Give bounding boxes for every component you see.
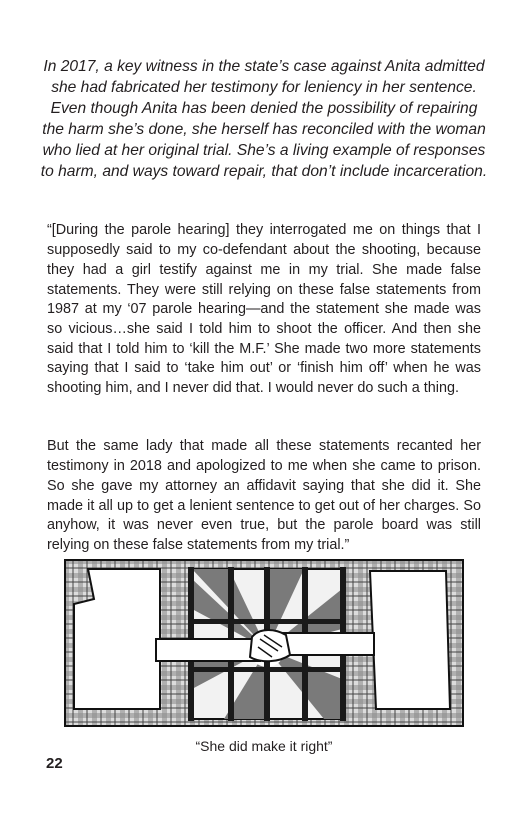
page-number: 22 <box>46 755 63 772</box>
right-person <box>370 571 450 709</box>
intro-paragraph: In 2017, a key witness in the state’s case against Anita admitted she had fabricated her testimony for leniency in her sentence. Even though Anita has been denied the possibility of repairing the harm she’s done, she herself has reconciled with the woman who lied at her original trial. She’s a living example of responses to harm, and ways toward repair, that don’t include incarceration. <box>40 57 488 180</box>
quote-paragraph-1: “[During the parole hearing] they interrogated me on things that I supposedly said to my co-defendant about the shooting, because they had a girl testify against me in my trial. She made false statements. They were still relying on these false statements from 1987 at my ‘07 parole hearing—and the statement she made was so vicious…she said I told him to shoot the officer. And then she said that I told him to ‘kill the M.F.’ She made two more statements saying that I said to ‘take him out’ or ‘finish him off’ when he was shooting him, and I never did that. I would never do such a thing. <box>47 222 481 397</box>
illustration-caption: “She did make it right” <box>195 738 333 754</box>
quote-paragraph-2: But the same lady that made all these statements recanted her testimony in 2018 and apologized to me when she came to prison. So she gave my attorney an affidavit saying that she did it. She made it all up to get a lenient sentence to get out of her charges. So anyhow, it was never even true, but the parole board was still relying on these false statements from my trial.” <box>47 438 481 553</box>
handshake-through-bars-illustration <box>64 559 464 727</box>
